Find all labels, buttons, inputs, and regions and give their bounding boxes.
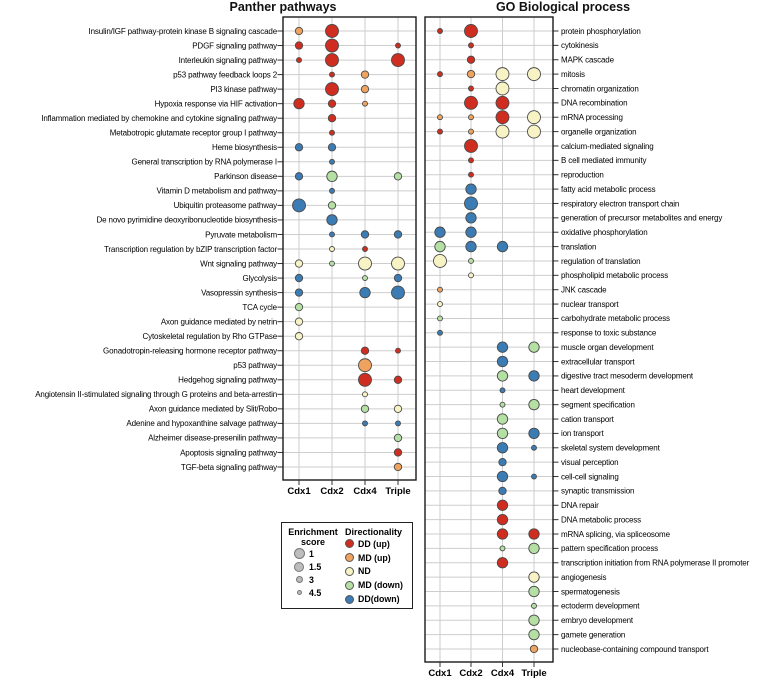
bubble [327,215,337,225]
row-label: Interleukin signaling pathway [178,55,277,65]
bubble [295,144,302,151]
bubble [330,188,335,193]
bubble [497,558,507,568]
row-label: De novo pyrimidine deoxyribonucleotide biosynthesis [96,215,277,225]
bubble [496,82,509,95]
nd-swatch [345,567,354,576]
bubble [328,100,335,107]
row-label: angiogenesis [561,572,607,582]
row-label: mitosis [561,69,585,79]
bubble [528,68,541,81]
bubble [434,254,447,267]
row-label: heart development [561,386,625,396]
bubble [466,184,476,194]
bubble [496,96,509,109]
bubble [529,342,539,352]
bubble [469,273,474,278]
bubble [394,449,401,456]
bubble [293,199,306,212]
bubble [469,129,474,134]
size-dot-box [293,562,305,572]
bubble [435,227,445,237]
bubble [497,241,507,251]
bubble [466,213,476,223]
bubble [394,434,401,441]
bubble [467,70,474,77]
row-label: Angiotensin II-stimulated signaling through G proteins and beta-arrestin [35,390,277,400]
row-label: p53 pathway feedback loops 2 [173,70,277,80]
row-label: Hedgehog signaling pathway [178,375,277,385]
bubble [532,474,537,479]
bubble [528,125,541,138]
bubble [326,54,339,67]
bubble [392,286,405,299]
row-label: pattern specification process [561,544,659,554]
bubble [394,376,401,383]
bubble [328,114,335,121]
row-label: generation of precursor metabolites and energy [561,213,723,223]
bubble [496,111,509,124]
bubble [394,405,401,412]
bubble [438,29,443,34]
bubble [295,318,302,325]
row-label: extracellular transport [561,357,635,367]
bubble [361,347,368,354]
bubble [500,388,505,393]
row-label: segment specification [561,400,635,410]
bubble [394,463,401,470]
size-1-5-circle [294,562,304,572]
md-down-label: MD (down) [358,580,403,591]
row-label: ion transport [561,429,604,439]
nd-label: ND [358,566,371,577]
bubble [392,257,405,270]
row-label: reproduction [561,170,604,180]
panel-right-title: GO Biological process [495,0,631,14]
size-dot-box [293,590,305,595]
bubble [497,471,507,481]
row-label: carbohydrate metabolic process [561,314,670,324]
row-label: Glycolysis [242,273,277,283]
bubble [359,373,372,386]
row-label: embryo development [561,616,634,626]
row-label: digestive tract mesoderm development [561,371,693,381]
size-3-label: 3 [309,574,314,585]
row-label: regulation of translation [561,256,641,266]
bubble [330,130,335,135]
bubble [359,359,372,372]
row-label: mRNA processing [561,113,623,123]
enrichment-title-line2: score [300,537,325,547]
bubble [363,246,368,251]
row-label: skeletal system development [561,443,660,453]
row-label: fatty acid metabolic process [561,184,656,194]
bubble [438,129,443,134]
bubble [529,543,539,553]
row-label: Transcription regulation by bZIP transcription factor [103,244,277,254]
bubble [532,445,537,450]
bubble [529,586,539,596]
column-label: Cdx4 [353,486,377,497]
row-label: Insulin/IGF pathway-protein kinase B signaling cascade [88,26,277,36]
bubble [469,43,474,48]
row-label: Axon guidance mediated by Slit/Robo [148,404,277,414]
bubble [360,287,370,297]
bubble [363,392,368,397]
row-label: DNA recombination [561,98,628,108]
row-label: MAPK cascade [561,55,614,65]
legend-direction-item [345,592,409,606]
enrichment-score-legend [287,527,339,606]
bubble [396,43,401,48]
bubble [530,645,537,652]
legend-size-item [293,560,321,573]
row-label: translation [561,242,597,252]
bubble [499,458,506,465]
bubble [497,356,507,366]
row-label: response to toxic substance [561,328,657,338]
row-label: spermatogenesis [561,587,620,597]
bubble [330,72,335,77]
bubble [438,316,443,321]
bubble [496,125,509,138]
row-label: Gonadotropin-releasing hormone receptor pathway [103,346,277,356]
row-label: calcium-mediated signaling [561,141,654,151]
size-4-5-label: 4.5 [309,587,322,598]
size-1-label: 1 [309,548,314,559]
bubble [469,115,474,120]
bubble [529,572,539,582]
bubble [394,231,401,238]
bubble [438,72,443,77]
bubble [438,287,443,292]
bubble [496,68,509,81]
bubble [499,487,506,494]
row-label: Metabotropic glutamate receptor group I pathway [109,128,277,138]
bubble [497,514,507,524]
legend-box [281,522,413,609]
bubble [497,371,507,381]
md-down-swatch [345,581,354,590]
bubble [363,276,368,281]
bubble [497,500,507,510]
bubble [326,83,339,96]
row-label: gamete generation [561,630,626,640]
bubble [466,227,476,237]
row-label: visual perception [561,457,619,467]
row-label: Hypoxia response via HIF activation [154,99,277,109]
row-label: chromatin organization [561,84,639,94]
legend-direction-item [345,537,409,551]
row-label: Heme biosynthesis [211,143,277,153]
row-label: cytokinesis [561,41,599,51]
bubble [327,171,337,181]
row-label: DNA repair [561,501,599,511]
bubble [326,39,339,52]
bubble [466,241,476,251]
bubble [359,257,372,270]
bubble [330,159,335,164]
bubble [295,42,302,49]
column-label: Cdx1 [287,486,311,497]
bubble [330,246,335,251]
row-label: Cytoskeletal regulation by Rho GTPase [142,331,277,341]
column-label: Cdx2 [320,486,344,497]
bubble [529,629,539,639]
row-label: Inflammation mediated by chemokine and cytokine signaling pathway [41,113,277,123]
bubble [295,274,302,281]
bubble [330,261,335,266]
bubble [529,428,539,438]
row-label: Axon guidance mediated by netrin [160,317,277,327]
row-label: Ubiquitin proteasome pathway [173,201,277,211]
legend-direction-item [345,578,409,592]
bubble [396,348,401,353]
column-label: Triple [521,668,547,678]
bubble [396,421,401,426]
bubble [500,546,505,551]
bubble [361,85,368,92]
md-up-swatch [345,553,354,562]
row-label: transcription initiation from RNA polymerase II promoter [561,558,750,568]
row-label: PI3 kinase pathway [210,84,277,94]
row-label: TGF-beta signaling pathway [180,462,277,472]
legend-size-item [293,547,314,560]
row-label: Vasopressin synthesis [201,288,277,298]
bubble [529,371,539,381]
bubble [469,258,474,263]
dd-up-swatch [345,539,354,548]
row-label: Vitamin D metabolism and pathway [156,186,277,196]
dd-up-label: DD (up) [358,538,390,549]
legend-direction-item [345,565,409,579]
bubble [497,443,507,453]
legend-size-item [293,573,314,586]
bubble [392,54,405,67]
directionality-legend-title: Directionality [345,527,403,537]
size-dot-box [293,548,305,559]
row-label: mRNA splicing, via spliceosome [561,529,670,539]
row-label: PDGF signaling pathway [192,41,277,51]
bubble [497,342,507,352]
bubble [529,529,539,539]
column-label: Cdx2 [459,668,483,678]
dd-down-swatch [345,595,354,604]
bubble [361,71,368,78]
bubble [363,101,368,106]
bubble [363,421,368,426]
row-label: nuclear transport [561,299,619,309]
bubble [330,232,335,237]
bubble [438,302,443,307]
bubble [528,111,541,124]
enrichment-title-line1: Enrichment [288,527,338,537]
size-3-circle [296,576,303,583]
bubble [529,615,539,625]
bubble [394,173,401,180]
bubble [465,96,478,109]
row-label: Apoptosis signaling pathway [180,448,277,458]
row-label: muscle organ development [561,342,654,352]
row-label: protein phosphorylation [561,26,641,36]
row-label: oxidative phosphorylation [561,228,648,238]
md-up-label: MD (up) [358,552,391,563]
bubble [465,197,478,210]
bubble [532,603,537,608]
bubble [295,260,302,267]
bubble [295,173,302,180]
bubble [295,289,302,296]
row-label: Pyruvate metabolism [205,230,277,240]
row-label: ectoderm development [561,601,640,611]
bubble [469,86,474,91]
row-label: Alzheimer disease-presenilin pathway [148,433,277,443]
column-label: Cdx4 [490,668,515,678]
bubble [497,428,507,438]
directionality-legend [345,527,409,606]
bubble [328,144,335,151]
row-label: organelle organization [561,127,637,137]
row-label: General transcription by RNA polymerase I [131,157,277,167]
column-label: Cdx1 [428,668,452,678]
bubble [469,172,474,177]
row-label: TCA cycle [242,302,277,312]
bubble [328,202,335,209]
bubble [465,139,478,152]
row-label: nucleobase-containing compound transport [561,644,709,654]
bubble [469,158,474,163]
row-label: cation transport [561,414,614,424]
row-label: Wnt signaling pathway [200,259,277,269]
column-label: Triple [385,486,411,497]
bubble [394,274,401,281]
bubble [465,25,478,38]
size-1-circle [294,548,305,559]
bubble [529,399,539,409]
row-label: respiratory electron transport chain [561,199,680,209]
bubble [438,115,443,120]
bubble [295,332,302,339]
bubble [435,241,445,251]
row-label: JNK cascade [561,285,607,295]
row-label: Adenine and hypoxanthine salvage pathway [126,419,277,429]
bubble [361,405,368,412]
bubble [295,27,302,34]
size-dot-box [293,576,305,583]
panel-left-title: Panther pathways [229,0,337,14]
row-label: B cell mediated immunity [561,156,647,166]
size-4-5-circle [297,590,302,595]
bubble [294,98,304,108]
bubble [295,303,302,310]
legend-direction-item [345,551,409,565]
legend-size-item [293,586,321,599]
bubble [297,58,302,63]
row-label: DNA metabolic process [561,515,641,525]
bubble [326,25,339,38]
row-label: synaptic transmission [561,486,635,496]
row-label: cell-cell signaling [561,472,619,482]
bubble [500,402,505,407]
bubble [497,529,507,539]
size-1-5-label: 1.5 [309,561,322,572]
row-label: phospholipid metabolic process [561,271,669,281]
dd-down-label: DD(down) [358,594,400,605]
bubble [467,56,474,63]
enrichment-legend-title [288,527,338,547]
bubble [361,231,368,238]
row-label: Parkinson disease [214,172,277,182]
bubble [438,330,443,335]
row-label: p53 pathway [233,361,277,371]
bubble [497,414,507,424]
